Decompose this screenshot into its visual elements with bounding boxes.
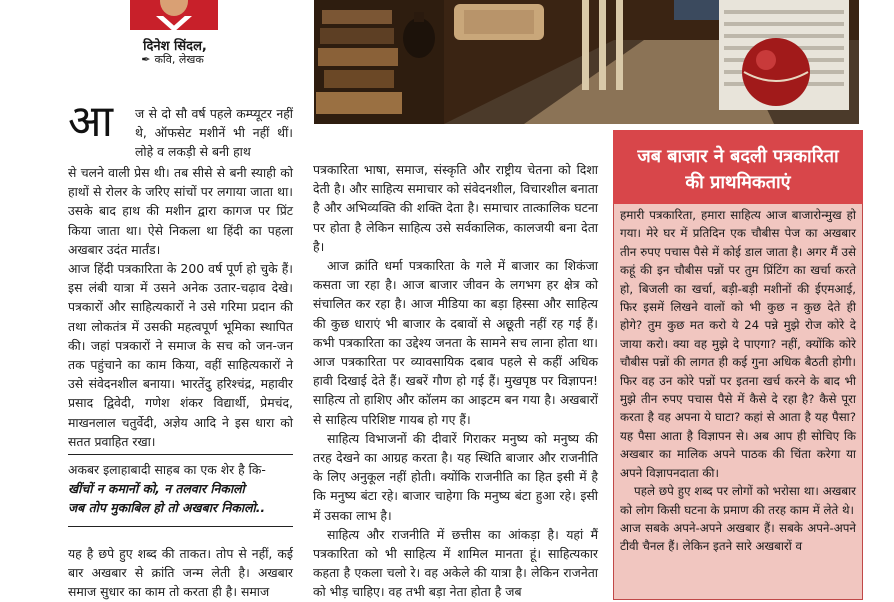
author-name: दिनेश सिंदल, bbox=[143, 39, 207, 54]
divider bbox=[68, 526, 293, 527]
col1-paragraph: से चलने वाली प्रेस थी। तब सीसे से बनी स्याही को हाथों से रोलर के जरिए सांचों पर लगाया जाता था। उसके बाद हाथ की मशीन द्वारा कागज पर प्रिंट किया जाता था। ऐसे निकला था हिंदी का पहला अखबार उदंत मार्तंड। bbox=[68, 165, 293, 257]
author-role-text: कवि, लेखक bbox=[154, 53, 204, 66]
sidebar-body bbox=[620, 206, 856, 556]
col2-paragraph: आज क्रांति धर्मा पत्रकारिता के गले में बाजार का शिकंजा कसता जा रहा है। आज बाजार जीवन के लगभग हर क्षेत्र को संचालित कर रहा है। आज मीडिया का बड़ा हिस्सा और साहित्य की कुछ धाराएं भी बाजार के दबावों से अछूती नहीं रह गई हैं। कभी पत्रकारिता का उद्देश्य जनता के सामने सच लाना होता था। आज पत्रकारिता पर व्यावसायिक दबाव पहले से कहीं अधिक हावी दिखाई देते हैं। खबरें गौण हो गई हैं। मुखपृष्ठ पर विज्ञापन! साहित्य तो हाशिए और कॉलम का आइटम बन गया है। अखबारों से साहित्य परिशिष्ट गायब हो गए हैं। bbox=[313, 258, 598, 427]
divider bbox=[68, 454, 293, 455]
sidebar-paragraph: आज सबके अपने-अपने अखबार हैं। सबके अपने-अपने टीवी चैनल हैं। लेकिन इतने सारे अखबारों व bbox=[620, 520, 856, 554]
quote-block bbox=[68, 460, 293, 518]
sidebar-title-line1: जब बाजार ने बदली पत्रकारिता bbox=[637, 146, 839, 167]
author-role bbox=[110, 52, 235, 67]
col2-paragraph: साहित्य विभाजनों की दीवारें गिराकर मनुष्य को मनुष्य की तरह देखने का आग्रह करता है। यह स्थिति बाजार और राजनीति के लिए अनुकूल नहीं होती। क्योंकि राजनीति का हित इसी में है कि मनुष्य बंटा रहे। बाजार चाहेगा कि मनुष्य बंटा हुआ रहे। इसी में उसका लाभ है। bbox=[313, 430, 598, 523]
author-photo bbox=[130, 0, 218, 30]
col1-after-quote: यह है छपे हुए शब्द की ताकत। तोप से नहीं, कई बार अखबार से क्रांति जन्म लेती है। अखबार समाज सुधार का काम तो करता ही है। समाज bbox=[68, 546, 293, 600]
quote-line: खींचों न कमानों को, न तलवार निकालो bbox=[68, 481, 245, 497]
pen-icon: ✒ bbox=[141, 53, 151, 66]
header-photo bbox=[314, 0, 859, 124]
sidebar-title-line2: की प्राथमिकताएं bbox=[685, 172, 791, 193]
sidebar-paragraph: हमारी पत्रकारिता, हमारा साहित्य आज बाजारोन्मुख हो गया। मेरे घर में प्रतिदिन एक चौबीस पेज का अखबार तीन रुपए पचास पैसे में कोई डाल जाता है। अगर मैं उसे कहूं की इन चौबीस पन्नों पर तुम प्रिंटिंग का खर्चा करते हो, बिजली का खर्चा, बड़ी-बड़ी मशीनों की ईएमआई, फिर इसमें लिखने वालों को भी कुछ न कुछ देते ही होगे? तुम कुछ मत करो ये 24 पन्ने मुझे रोज कोरे दे जाया करो। क्या वह मुझे दे पाएगा? नहीं, क्योंकि कोरे चौबीस पन्नों की लागत ही कई गुना अधिक बैठती होगी। फिर वह उन कोरे पन्नों पर इतना खर्च करने के बाद भी मुझे तीन रुपए पचास पैसे में कैसे दे रहा है? कैसे पूरा करता है वह अपना ये घाटा? कहां से आता है यह पैसा? यह पैसा आता है विज्ञापन से। अब आप ही सोचिए कि अखबार का मालिक अपने पाठक की चिंता करेगा या अपने विज्ञापनदाता की। bbox=[620, 208, 856, 480]
col1-body bbox=[68, 163, 293, 451]
sidebar-paragraph: पहले छपे हुए शब्द पर लोगों को भरोसा था। अखबार को लोग किसी घटना के प्रमाण की तरह काम में लेते थे। bbox=[620, 484, 856, 517]
dropcap: आ bbox=[68, 96, 113, 147]
col2-body bbox=[313, 160, 598, 602]
col2-paragraph: पत्रकारिता भाषा, समाज, संस्कृति और राष्ट्रीय चेतना को दिशा देती है। और साहित्य समाचार को संवेदनशील, विचारशील बनाता है और अभिव्यक्ति की शक्ति देता है। समाचार तात्कालिक घटना पर होता है लेकिन साहित्य उसे सर्वकालिक, कालजयी बना देता है। bbox=[313, 162, 598, 254]
col2-paragraph: साहित्य और राजनीति में छत्तीस का आंकड़ा है। यहां मैं पत्रकारिता को भी साहित्य में शामिल मानता हूं। साहित्यकार कहता है एकला चलो रे। वह अकेले की यात्रा है। लेकिन राजनेता को भीड़ चाहिए। वह तभी बड़ा नेता होता है जब bbox=[313, 526, 598, 600]
sidebar-title bbox=[613, 144, 863, 196]
quote-intro: अकबर इलाहाबादी साहब का एक शेर है कि- bbox=[68, 462, 266, 477]
col1-intro: ज से दो सौ वर्ष पहले कम्प्यूटर नहीं थे, ऑफसेट मशीनें भी नहीं थीं। लोहे व लकड़ी से बनी हाथ bbox=[135, 106, 293, 160]
quote-line: जब तोप मुकाबिल हो तो अखबार निकालो.. bbox=[68, 500, 266, 516]
photo-illustration bbox=[314, 0, 859, 124]
col1-paragraph: आज हिंदी पत्रकारिता के 200 वर्ष पूर्ण हो चुके हैं। इस लंबी यात्रा में उसने अनेक उतार-चढ़ाव देखे। पत्रकारों और साहित्यकारों ने उसे गरिमा प्रदान की तथा लोकतंत्र में उसकी महत्वपूर्ण भूमिका स्थापित की। जहां पत्रकारों ने समाज के सच को जन-जन तक पहुंचाने का काम किया, वहीं साहित्यकारों ने उसे संवेदनशील बनाया। भारतेंदु हरिश्चंद्र, महावीर प्रसाद द्विवेदी, गणेश शंकर विद्यार्थी, प्रेमचंद, माखनलाल चतुर्वेदी, अज्ञेय आदि ने इस धारा को सतत प्रवाहित रखा। bbox=[68, 261, 293, 449]
